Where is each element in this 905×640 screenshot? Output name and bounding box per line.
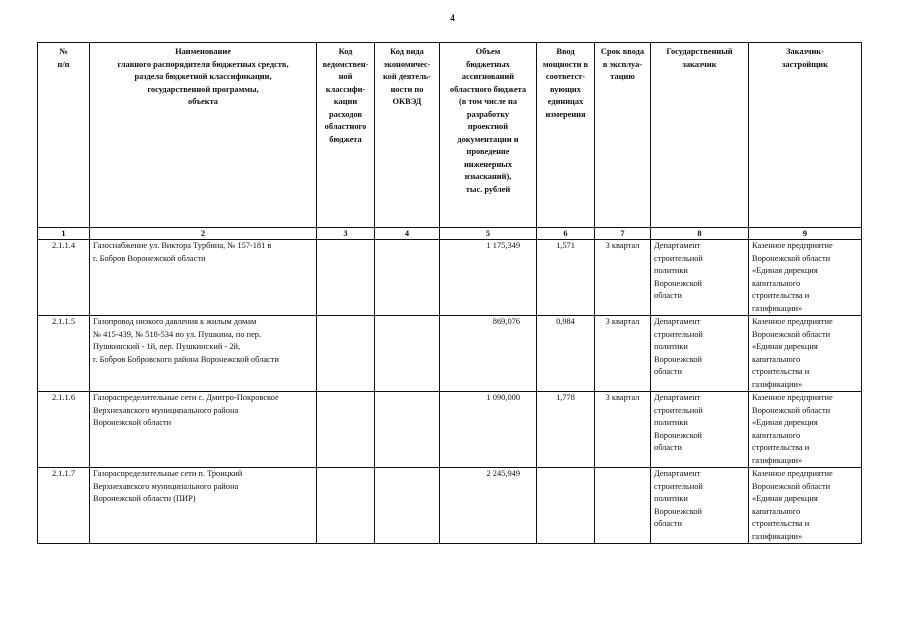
page-number: 4 <box>450 13 455 23</box>
header-name: Наименование главного распорядителя бюджетных средств, раздела бюджетной классификации, государственной программы, объекта <box>90 43 317 228</box>
table-row <box>38 240 862 316</box>
code-okved-cell <box>375 468 440 544</box>
table-row <box>38 316 862 392</box>
amount-cell: 2 245,949 <box>440 468 537 544</box>
row-number: 2.1.1.7 <box>38 468 90 544</box>
code-okved-cell <box>375 240 440 316</box>
header-row <box>38 43 862 228</box>
developer-cell: Казенное предприятие Воронежской области «Единая дирекция капитального строительства и газификации» <box>749 468 862 544</box>
code-vedom-cell <box>317 240 375 316</box>
customer-cell: Департамент строительной политики Воронежской области <box>651 316 749 392</box>
term-cell: 3 квартал <box>595 240 651 316</box>
object-name: Газоснабжение ул. Виктора Турбина, № 157-181 в г. Бобров Воронежской области <box>90 240 317 316</box>
header-amount: Объем бюджетных ассигнований областного бюджета (в том числе на разработку проектной документации и проведение инженерных изысканий), тыс. рублей <box>440 43 537 228</box>
column-number: 6 <box>537 228 595 240</box>
code-vedom-cell <box>317 316 375 392</box>
object-name: Газораспределительные сети п. Троицкий Верхнехавского муниципального района Воронежской области (ПИР) <box>90 468 317 544</box>
column-number: 1 <box>38 228 90 240</box>
header-term: Срок ввода в эксплуа- тацию <box>595 43 651 228</box>
header-code-vedom: Код ведомствен- ной классифи- кации расходов областного бюджета <box>317 43 375 228</box>
budget-table <box>37 42 862 544</box>
header-customer: Государственный заказчик <box>651 43 749 228</box>
capacity-cell: 0,984 <box>537 316 595 392</box>
column-number: 3 <box>317 228 375 240</box>
object-name: Газопровод низкого давления к жилым домам № 415-439, № 518-534 по ул. Пушкина, по пер. Пушкинский - 1й, пер. Пушкинский - 2й, г. Бобров Бобровского района Воронежской области <box>90 316 317 392</box>
code-vedom-cell <box>317 392 375 468</box>
header-number: № п/п <box>38 43 90 228</box>
column-number-row <box>38 228 862 240</box>
developer-cell: Казенное предприятие Воронежской области «Единая дирекция капитального строительства и газификации» <box>749 392 862 468</box>
column-number: 9 <box>749 228 862 240</box>
code-okved-cell <box>375 316 440 392</box>
term-cell: 3 квартал <box>595 392 651 468</box>
table-row <box>38 392 862 468</box>
customer-cell: Департамент строительной политики Воронежской области <box>651 392 749 468</box>
column-number: 8 <box>651 228 749 240</box>
customer-cell: Департамент строительной политики Воронежской области <box>651 240 749 316</box>
column-number: 5 <box>440 228 537 240</box>
developer-cell: Казенное предприятие Воронежской области «Единая дирекция капитального строительства и газификации» <box>749 316 862 392</box>
row-number: 2.1.1.4 <box>38 240 90 316</box>
term-cell <box>595 468 651 544</box>
term-cell: 3 квартал <box>595 316 651 392</box>
capacity-cell: 1,571 <box>537 240 595 316</box>
column-number: 7 <box>595 228 651 240</box>
header-code-okved: Код вида экономичес- кой деятель- ности по ОКВЭД <box>375 43 440 228</box>
object-name: Газораспределительные сети с. Дмитро-Покровское Верхнехавского муниципального района Воронежской области <box>90 392 317 468</box>
amount-cell: 869,076 <box>440 316 537 392</box>
code-okved-cell <box>375 392 440 468</box>
customer-cell: Департамент строительной политики Воронежской области <box>651 468 749 544</box>
amount-cell: 1 090,000 <box>440 392 537 468</box>
row-number: 2.1.1.6 <box>38 392 90 468</box>
column-number: 2 <box>90 228 317 240</box>
row-number: 2.1.1.5 <box>38 316 90 392</box>
header-capacity: Ввод мощности в соответст- вующих единицах измерения <box>537 43 595 228</box>
table-row <box>38 468 862 544</box>
amount-cell: 1 175,349 <box>440 240 537 316</box>
capacity-cell <box>537 468 595 544</box>
code-vedom-cell <box>317 468 375 544</box>
column-number: 4 <box>375 228 440 240</box>
capacity-cell: 1,778 <box>537 392 595 468</box>
developer-cell: Казенное предприятие Воронежской области «Единая дирекция капитального строительства и газификации» <box>749 240 862 316</box>
header-developer: Заказчик- застройщик <box>749 43 862 228</box>
